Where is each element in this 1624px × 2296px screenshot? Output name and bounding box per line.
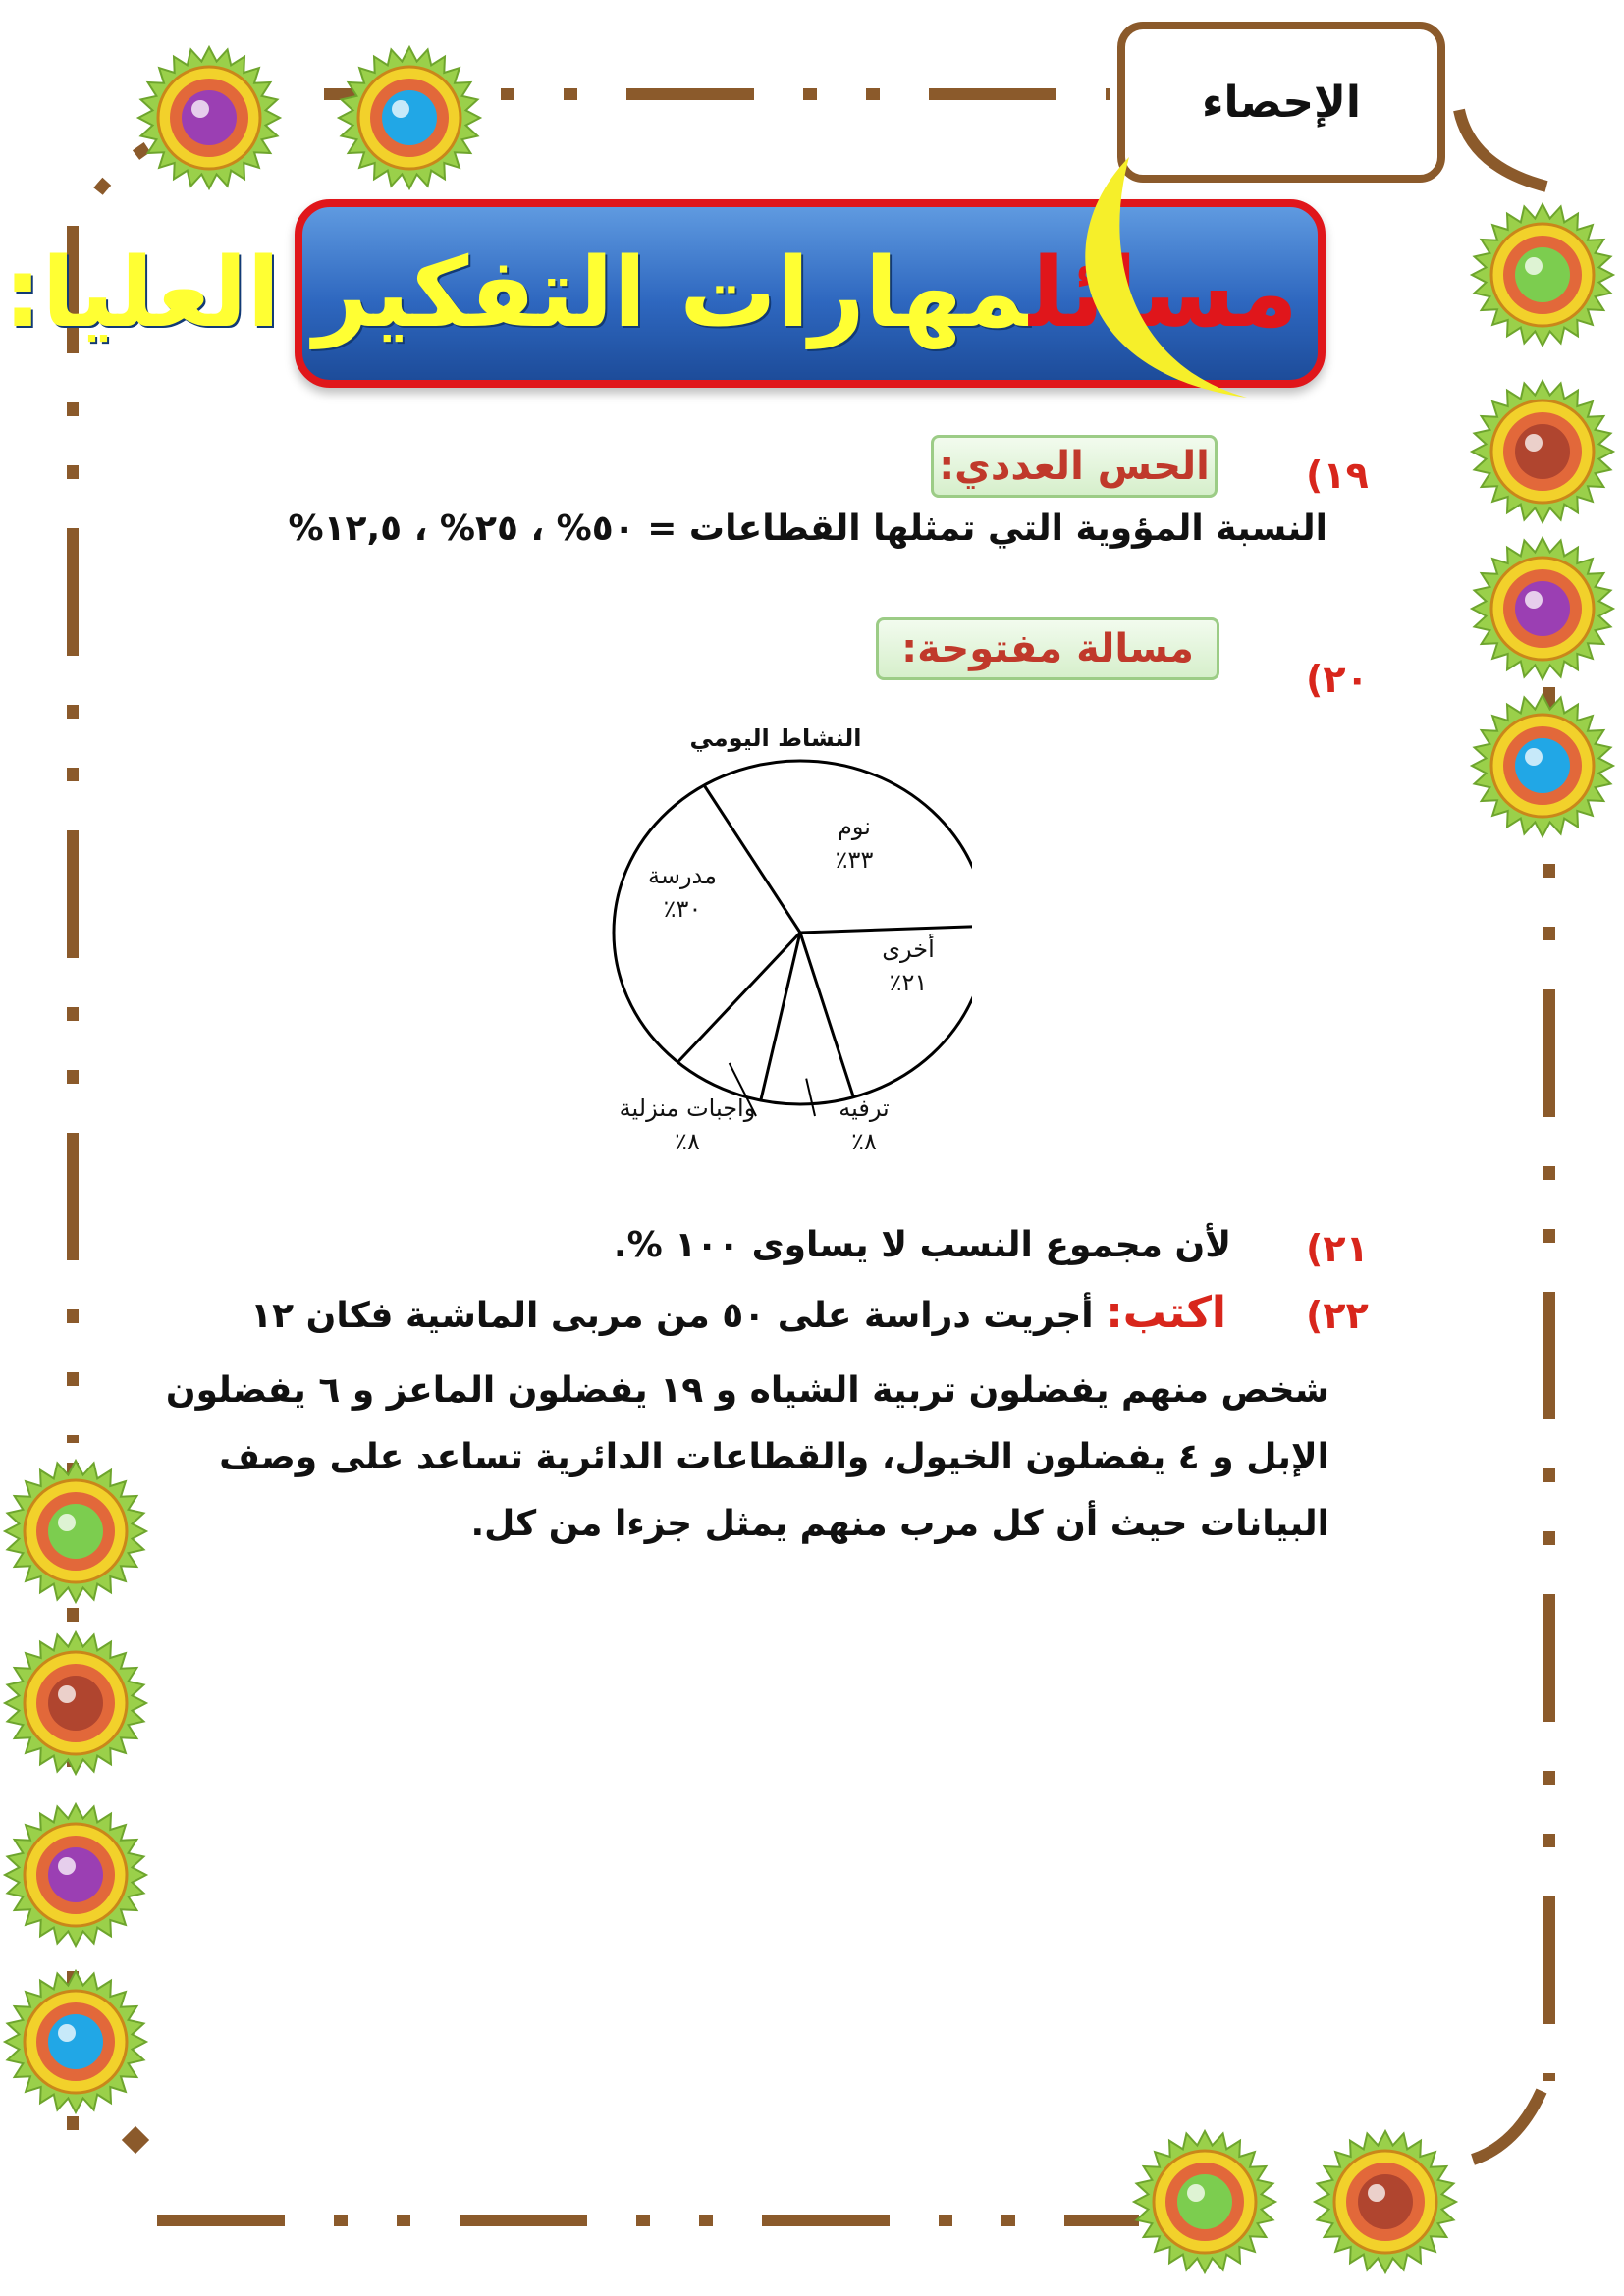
pie-slice-label: واجبات منزلية bbox=[619, 1095, 756, 1122]
question-20-number: ٢٠) bbox=[1306, 658, 1369, 701]
pie-slice-label: نوم bbox=[838, 813, 871, 840]
question-22-line-3: الإبل و ٤ يفضلون الخيول، والقطاعات الدائرية تساعد على وصف bbox=[219, 1437, 1329, 1477]
crescent-moon-icon bbox=[1060, 147, 1286, 412]
flower-ornament-icon bbox=[336, 44, 483, 191]
flower-ornament-icon bbox=[135, 44, 283, 191]
pie-slice-value: ٪٨ bbox=[851, 1128, 877, 1155]
chart-title: النشاط اليومي bbox=[689, 724, 862, 752]
pie-slice-value: ٪٨ bbox=[675, 1128, 700, 1155]
question-21-number: ٢١) bbox=[1306, 1227, 1369, 1270]
banner-title-red: مسائل bbox=[1029, 238, 1298, 349]
question-19-label: الحس العددي: bbox=[931, 435, 1218, 498]
flower-ornament-icon bbox=[1312, 2128, 1459, 2275]
pie-outline bbox=[614, 761, 972, 1104]
flower-ornament-icon bbox=[2, 1629, 149, 1777]
banner-title-yellow: مهارات التفكير العليا: bbox=[3, 238, 1029, 349]
pie-slice-label: ترفيه bbox=[839, 1095, 890, 1122]
pie-slice-value: ٪٢١ bbox=[889, 969, 928, 996]
pie-slice-value: ٪٣٠ bbox=[663, 895, 702, 923]
pie-slice-label: مدرسة bbox=[647, 862, 718, 889]
question-19-number: ١٩) bbox=[1306, 454, 1369, 497]
topic-label: الإحصاء bbox=[1117, 22, 1445, 183]
question-22-line-4: البيانات حيث أن كل مرب منهم يمثل جزءا من كل. bbox=[470, 1504, 1329, 1544]
question-22-line-1: أجريت دراسة على ٥٠ من مربى الماشية فكان ١٢ bbox=[250, 1296, 1094, 1336]
flower-ornament-icon bbox=[2, 1801, 149, 1949]
flower-ornament-icon bbox=[2, 1458, 149, 1605]
flower-ornament-icon bbox=[1469, 535, 1616, 682]
pie-slice-label: أخرى bbox=[882, 935, 935, 963]
question-19-answer: النسبة المؤوية التي تمثلها القطاعات = ٥٠% ، ٢٥% ، ١٢,٥% bbox=[288, 508, 1327, 549]
flower-ornament-icon bbox=[1131, 2128, 1278, 2275]
question-22-number: ٢٢) bbox=[1306, 1294, 1369, 1337]
flower-ornament-icon bbox=[2, 1968, 149, 2115]
daily-activity-pie-chart bbox=[579, 717, 972, 1168]
flower-ornament-icon bbox=[1469, 378, 1616, 525]
question-20-label: مسالة مفتوحة: bbox=[876, 617, 1219, 680]
question-21-answer: لأن مجموع النسب لا يساوى ١٠٠ %. bbox=[613, 1225, 1231, 1265]
question-22-line-2: شخص منهم يفضلون تربية الشياه و ١٩ يفضلون الماعز و ٦ يفضلون bbox=[165, 1370, 1329, 1411]
pie-slice-value: ٪٣٣ bbox=[835, 846, 874, 874]
flower-ornament-icon bbox=[1469, 201, 1616, 348]
question-22-first-line bbox=[250, 1288, 1226, 1338]
question-22-label: اكتب: bbox=[1106, 1288, 1226, 1338]
flower-ornament-icon bbox=[1469, 692, 1616, 839]
